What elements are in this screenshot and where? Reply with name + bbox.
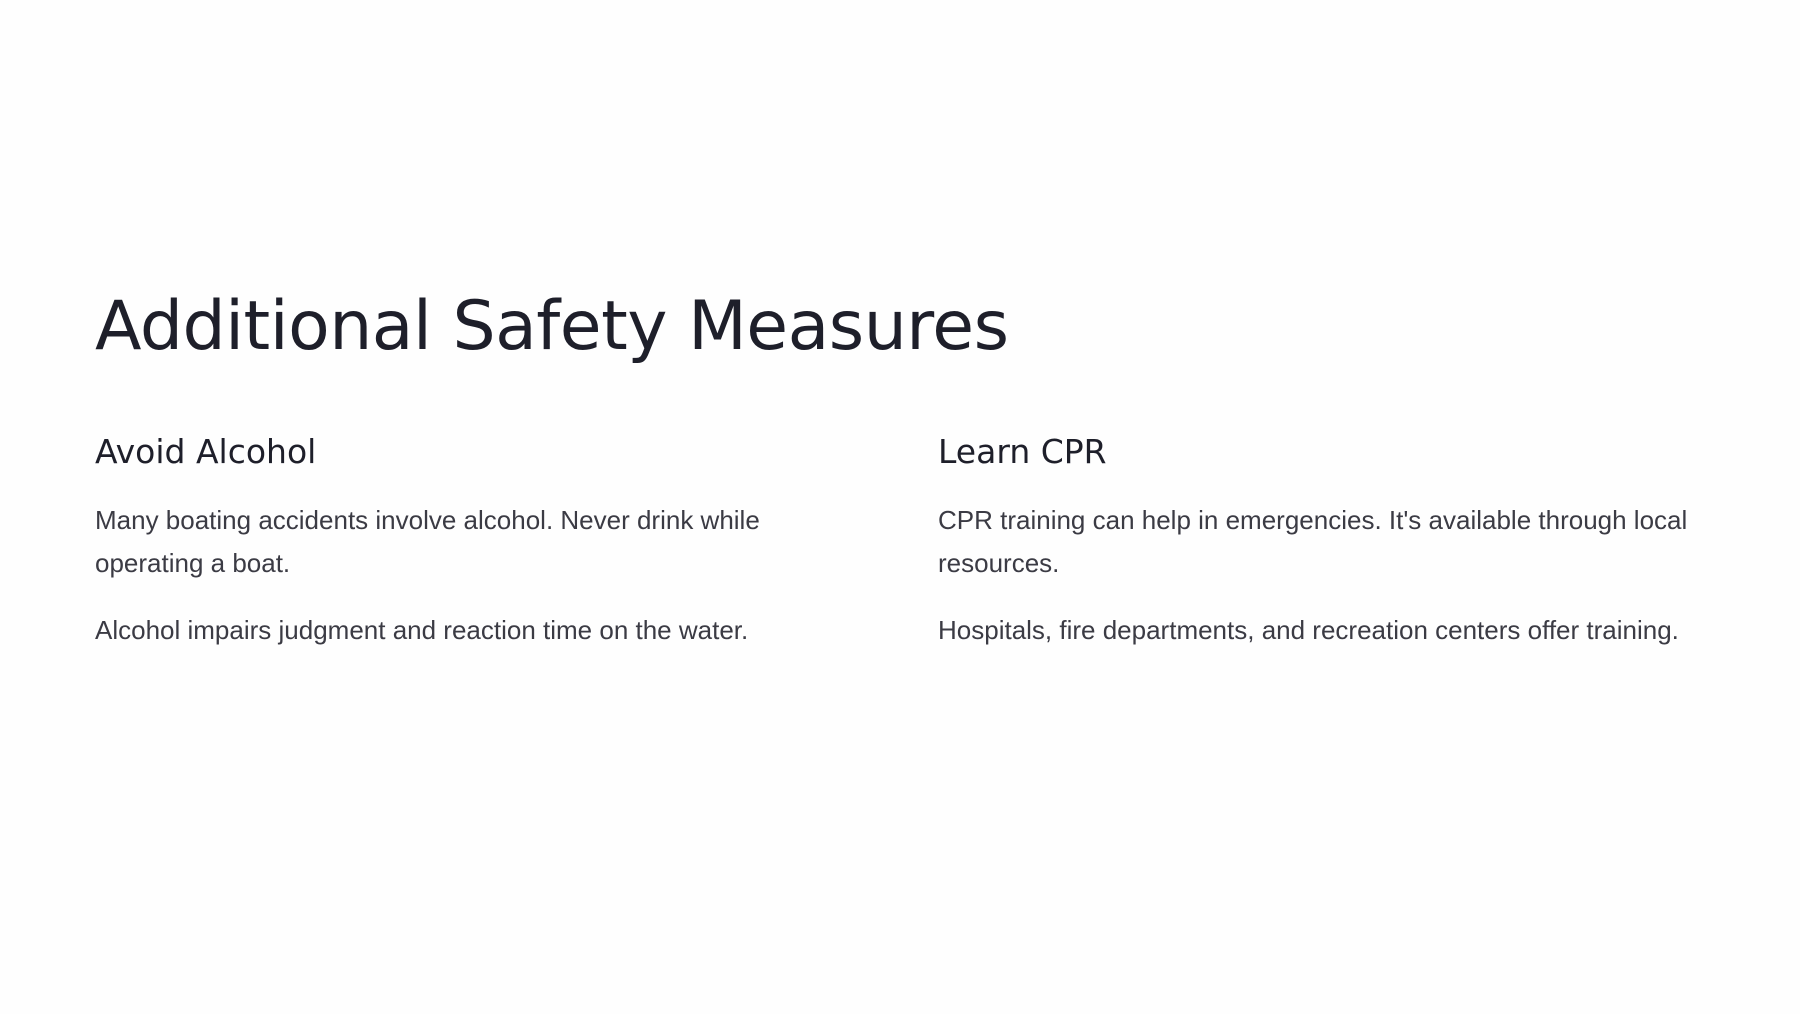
content-columns [95,431,1705,676]
column-paragraph: Many boating accidents involve alcohol. Never drink while operating a boat. [95,505,760,578]
column-paragraph: Alcohol impairs judgment and reaction time on the water. [95,615,749,645]
column-heading: Learn CPR [938,432,1107,471]
column-avoid-alcohol [95,431,858,676]
column-paragraph: CPR training can help in emergencies. It's available through local resources. [938,505,1688,578]
column-learn-cpr [938,431,1701,676]
column-paragraph: Hospitals, fire departments, and recreation centers offer training. [938,615,1679,645]
column-heading: Avoid Alcohol [95,432,317,471]
page-title: Additional Safety Measures [95,287,1009,366]
